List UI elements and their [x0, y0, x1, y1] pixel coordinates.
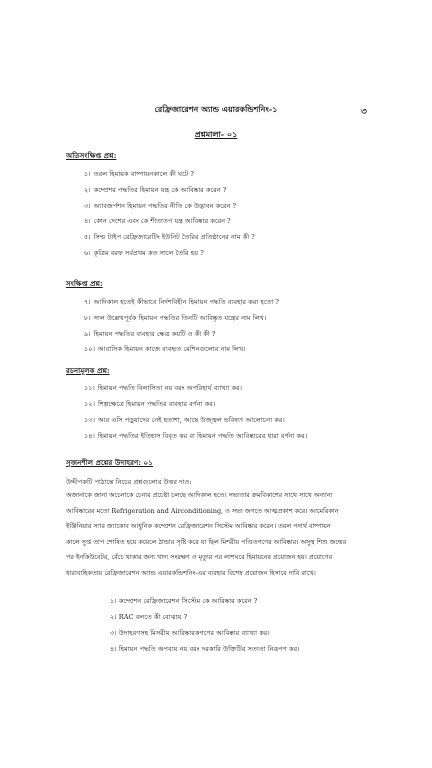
question-text: অ্যাবজর্পশন হিমায়ন পদ্ধতির নীতি কে উদ্ভাবন করেন ?: [93, 202, 237, 210]
question-text: হিমায়ন পদ্ধতি বিলাসিতা নয় বরং অপরিহার্য ব্যাখ্যা কর।: [97, 384, 243, 392]
question-text: কোন দেশের এবং কে শীতাতপ যন্ত্র আবিষ্কার করেন ?: [93, 217, 231, 225]
question-item: [84, 328, 215, 340]
section-title-creative: সৃজনশীল প্রশ্নের উদাহরণ: ০১: [66, 458, 153, 467]
question-number: ১৪।: [84, 432, 95, 440]
section-title-very-short: অতিসংক্ষিপ্ত প্রশ্ন:: [66, 151, 117, 160]
question-number: ১০।: [84, 345, 95, 353]
stimulus-line: অজানাকে জানা অচেনাকে চেনার প্রচেষ্টা চলছে আদিকাল হতে। সভ্যতার ক্রমবিকাশের সাথে সাথে অন্যান্য: [66, 491, 333, 499]
question-text: সিল্ড টাইপ রেফ্রিজারেটিং ইউনিট তৈরির প্রতিষ্ঠানের নাম কী ?: [93, 233, 255, 241]
question-number: ৩।: [110, 629, 117, 637]
question-item: [84, 414, 285, 426]
question-number: ৮।: [84, 314, 91, 322]
question-item: [84, 168, 194, 180]
question-text: আবাসিক হিমায়ন কাজে ব্যবহৃত মেশিনগুলোর নাম লিখ।: [97, 345, 246, 353]
question-item: [84, 215, 231, 227]
question-text: তরল হিমায়ক বাষ্পায়নকালে কী ঘটে ?: [93, 170, 194, 178]
stimulus-line: ইঞ্জিনিয়ার স্যার জ্যাকোব আধুনিক কম্প্রেশন রেফ্রিজারেশন সিস্টেম আবিষ্কার করেন। তরল পদার্থ বাষ্পায়ন: [66, 522, 331, 531]
question-item: [84, 382, 242, 394]
question-item: [84, 430, 307, 442]
question-number: ২।: [84, 186, 91, 194]
question-number: ৬।: [84, 249, 91, 257]
question-number: ৩।: [84, 202, 91, 210]
question-text: উদাহরণসহ মিসরীয় আবিষ্কারকগণের আবিষ্কার ব্যাখ্যা কর।: [118, 629, 270, 637]
question-number: ৪।: [110, 645, 117, 653]
question-text: কম্প্রেশন রেফ্রিজারেশন সিস্টেম কে আবিষ্কার করেন ?: [118, 597, 258, 605]
question-item: [84, 398, 215, 410]
question-number: ১৩।: [84, 416, 95, 424]
running-header: রেফ্রিজারেশন অ্যান্ড এয়ারকন্ডিশনিং-১: [154, 104, 278, 114]
page-number: ৩: [361, 107, 367, 117]
section-title-short: সংক্ষিপ্ত প্রশ্ন:: [66, 279, 103, 288]
question-number: ৯।: [84, 330, 91, 338]
stimulus-line: পর ইনকিউবেটর, বেঁচে থাকার জন্য খাদ্য সংরক্ষণ ও মৃত্যুর পর লাশঘরে হিমায়নের প্রয়োজন হয়। প্রয়োগের: [66, 553, 333, 562]
question-text: কৃত্রিম বরফ সর্বপ্রথম কত সালে তৈরি হয় ?: [93, 249, 204, 257]
question-text: আর এসি পড়ুয়াদের নেই হতাশা, আছে উজ্জ্বল ভবিষ্যৎ আলোচনা কর।: [97, 416, 285, 424]
question-number: ৫।: [84, 233, 91, 241]
stimulus-paragraph: [66, 488, 368, 582]
question-number: ১।: [84, 170, 91, 178]
question-number: ৪।: [84, 217, 91, 225]
question-number: ৭।: [84, 298, 91, 306]
question-number: ২।: [110, 613, 117, 621]
creative-question-item: [110, 611, 187, 623]
question-item: [84, 200, 236, 212]
question-item: [84, 231, 255, 243]
creative-instruction: উদ্দীপকটি পাঠান্তে নিচের প্রশ্নগুলোর উত্তর দাও:: [66, 478, 192, 486]
question-text: হিমায়ন পদ্ধতি অপব্যয় নয় বরং দরকারি উক্তিটির সত্যতা নিরূপণ কর।: [118, 645, 300, 653]
question-text: RAC বলতে কী বোঝায় ?: [118, 613, 188, 621]
stimulus-line: ধারাবাহিকতায় রেফ্রিজারেশন অ্যান্ড এয়ারকন্ডিশনিং-এর ব্যবহার বিশেষ প্রয়োজন হিসাবে দাবি রাখে।: [66, 568, 316, 577]
question-text: আদিকাল হতেই কীভাবে নির্দশবিহীন হিমায়ন পদ্ধতি ব্যবহার করা হতো ?: [93, 298, 279, 306]
question-text: হিমায়ন পদ্ধতির ব্যবহার ক্ষেত্র কয়টি ও কী কী ?: [93, 330, 216, 338]
question-item: [84, 296, 279, 308]
question-text: সাল উল্লেখপূর্বক হিমায়ন পদ্ধতির তিনটি আবিষ্কৃত যন্ত্রের নাম লিখ।: [93, 314, 267, 322]
question-item: [84, 312, 266, 324]
section-title-essay: রচনামূলক প্রশ্ন:: [66, 366, 110, 375]
question-number: ১২।: [84, 400, 95, 408]
question-number: ১।: [110, 597, 117, 605]
question-item: [84, 184, 226, 196]
exercise-title: প্রশ্নমালা- ০১: [194, 129, 238, 139]
question-text: কম্প্রেশর পদ্ধতির হিমায়ন যন্ত্র কে আবিষ্কার করেন ?: [93, 186, 227, 194]
creative-question-item: [110, 595, 257, 607]
question-item: [84, 343, 246, 355]
stimulus-line: কালে সুপ্ত তাপ শোষিত হয়ে কয়েলে ঠান্ডার সৃষ্টি করে যা ছিল মিশরীয় পণ্ডিতগণের আবিষ্কার। অসুস্থ শিশু জন্মের: [66, 537, 347, 546]
stimulus-line: আবিষ্কারের মতো Refrigeration and Airconditioning, ও সভ্য জগতে আত্মপ্রকাশ করে। আমেরিকান: [66, 506, 339, 515]
creative-question-item: [110, 627, 270, 639]
creative-question-item: [110, 643, 300, 655]
question-item: [84, 247, 204, 259]
question-text: হিমায়ন পদ্ধতির ইতিহাস বিবৃত কর বা হিমায়ন পদ্ধতি আবিষ্কারের ধারা বর্ণনা কর।: [97, 432, 308, 440]
question-number: ১১।: [84, 384, 95, 392]
question-text: শিল্পক্ষেত্রে হিমায়ন পদ্ধতির ব্যবহার বর্ণনা কর।: [97, 400, 216, 408]
